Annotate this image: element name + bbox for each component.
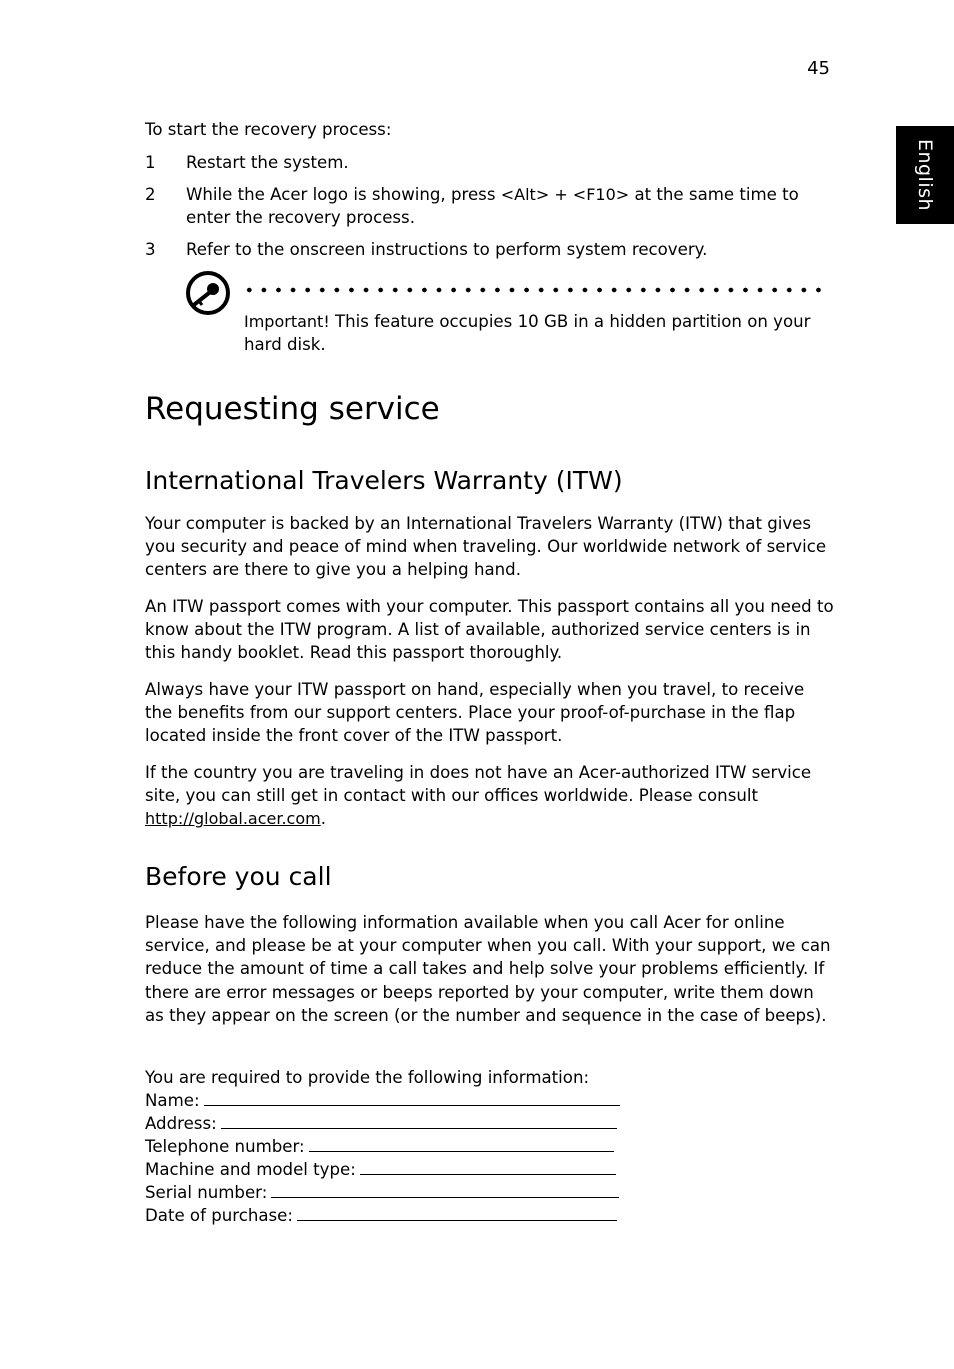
acer-website-link[interactable]: http://global.acer.com [145,809,321,829]
important-note [244,310,824,356]
step-text: Restart the system. [186,153,349,172]
section-title: Requesting service [145,391,440,427]
form-intro: You are required to provide the following information: [145,1068,590,1087]
step-text: Refer to the onscreen instructions to perform system recovery. [186,240,708,259]
itw-paragraph: An ITW passport comes with your computer. This passport contains all you need to know about the ITW program. A list of available, authorized service centers is in this handy booklet. Read this passport thoroughly. [145,597,834,663]
language-side-tab [896,126,954,224]
form-field-telephone [145,1135,645,1158]
blank-line [204,1090,620,1106]
form-field-address [145,1112,645,1135]
step-number: 1 [145,153,156,172]
form-field-name [145,1089,645,1112]
blank-line [297,1205,617,1221]
field-label: Machine and model type: [145,1160,356,1179]
key-icon [184,270,232,316]
step-number: 3 [145,240,156,259]
step-number: 2 [145,185,156,204]
contact-text: If the country you are traveling in does not have an Acer-authorized ITW service site, you can still get in contact with our offices worldwide. Please consult [145,763,812,806]
recovery-intro: To start the recovery process: [145,120,392,139]
itw-heading: International Travelers Warranty (ITW) [145,466,623,495]
info-form [145,1066,645,1227]
field-label: Date of purchase: [145,1206,293,1225]
form-field-machine-model [145,1158,645,1181]
key-combination: <Alt> + <F10> [500,185,630,204]
blank-line [271,1182,619,1198]
itw-paragraph-contact [145,761,835,831]
note-divider [242,287,827,293]
field-label: Serial number: [145,1183,268,1202]
step-text-after: at the same time to enter the recovery process. [186,185,799,228]
itw-paragraph: Your computer is backed by an International Travelers Warranty (ITW) that gives you security and peace of mind when traveling. Our worldwide network of service centers are there to give you a helping hand. [145,514,827,580]
field-label: Address: [145,1114,217,1133]
field-label: Telephone number: [145,1137,305,1156]
blank-line [360,1159,616,1175]
before-call-heading: Before you call [145,862,332,891]
page-number: 45 [807,58,830,79]
important-label: Important! [244,312,330,331]
period: . [320,809,326,829]
field-label: Name: [145,1091,200,1110]
blank-line [221,1113,617,1129]
form-field-serial [145,1181,645,1204]
language-label: English [914,138,937,212]
before-call-paragraph: Please have the following information available when you call Acer for online service, and please be at your computer when you call. With your support, we can reduce the amount of time a call takes and help solve your problems efficiently. If there are error messages or beeps reported by your computer, write them down as they appear on the screen (or the number and sequence in the case of beeps). [145,913,831,1025]
step-text-before: While the Acer logo is showing, press [186,185,501,204]
blank-line [309,1136,614,1152]
important-text: This feature occupies 10 GB in a hidden partition on your hard disk. [244,312,811,355]
form-field-purchase-date [145,1204,645,1227]
step-text [186,183,826,229]
itw-paragraph: Always have your ITW passport on hand, especially when you travel, to receive the benefits from our support centers. Place your proof-of-purchase in the flap located inside the front cover of the ITW passport. [145,680,805,746]
